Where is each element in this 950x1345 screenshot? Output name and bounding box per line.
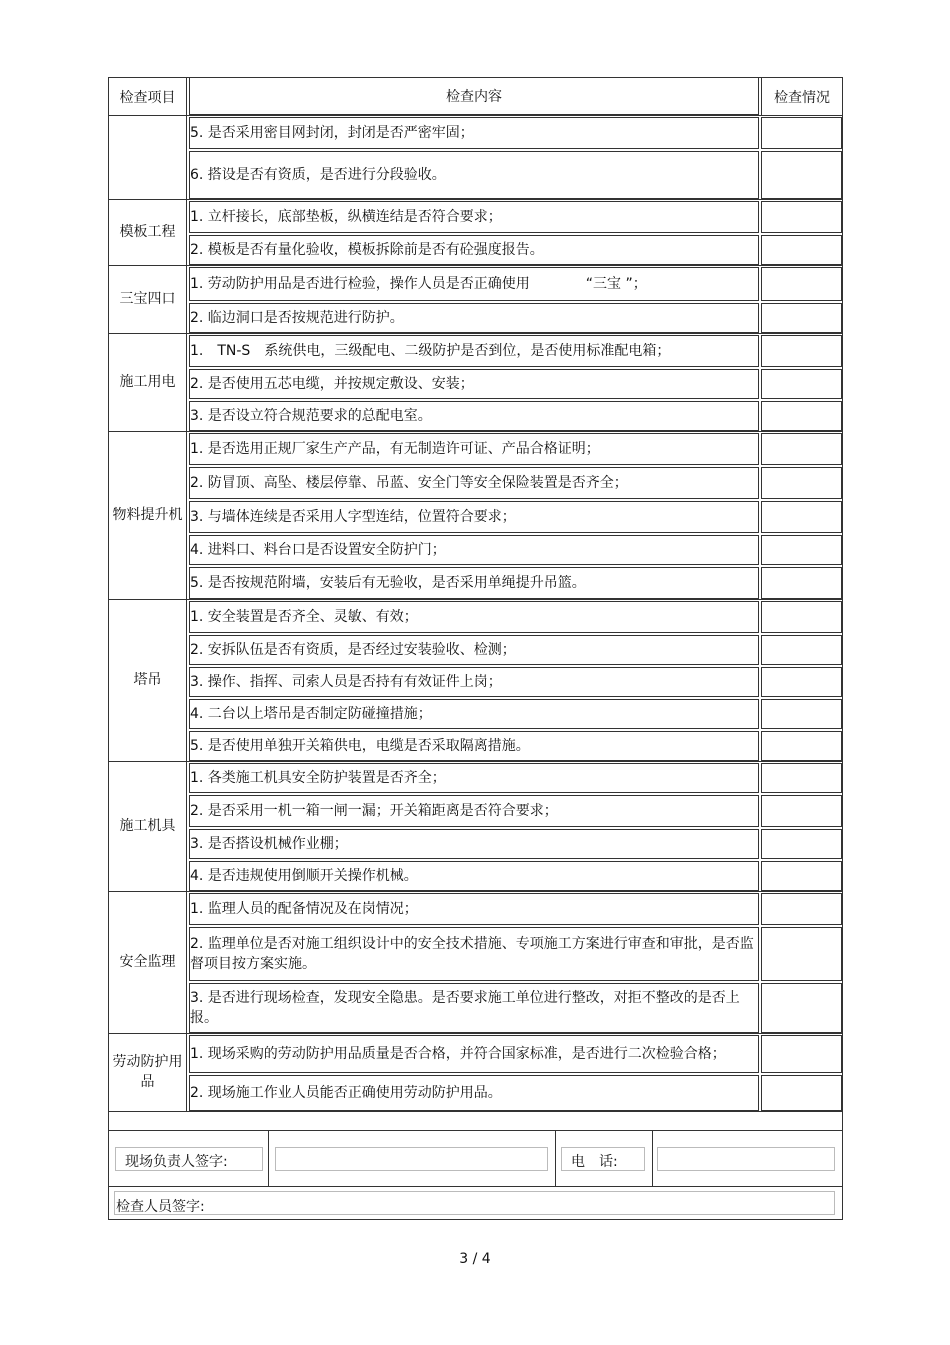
check-item-text: 1. 安全装置是否齐全、灵敏、有效； <box>190 609 418 625</box>
result-cell[interactable] <box>761 601 842 633</box>
check-item-text: 1. 是否选用正规厂家生产产品，有无制造许可证、产品合格证明； <box>190 441 600 457</box>
check-item-text: 3. 操作、指挥、司索人员是否持有有效证件上岗； <box>190 674 502 690</box>
page-number: 3 / 4 <box>459 1251 491 1267</box>
footer-divider <box>109 1130 842 1131</box>
result-cell[interactable] <box>761 335 842 367</box>
check-item-text: 1. TN-S 系统供电，三级配电、二级防护是否到位，是否使用标准配电箱； <box>190 343 671 359</box>
result-cell[interactable] <box>761 433 842 465</box>
check-item-text: 5. 是否使用单独开关箱供电，电缆是否采取隔离措施。 <box>190 738 530 754</box>
result-cell[interactable] <box>761 267 842 301</box>
check-item-text: 2. 临边洞口是否按规范进行防护。 <box>190 310 404 326</box>
check-item <box>189 861 759 891</box>
group-divider <box>109 1111 842 1112</box>
check-item <box>189 267 759 301</box>
result-cell[interactable] <box>761 983 842 1033</box>
check-item-text: 2. 是否采用一机一箱一闸一漏；开关箱距离是否符合要求； <box>190 803 558 819</box>
check-item-text: 3. 是否进行现场检查，发现安全隐患。是否要求施工单位进行整改，对拒不整改的是否上报。 <box>190 990 740 1026</box>
check-item <box>189 1075 759 1111</box>
category-cell: 劳动防护用品 <box>109 1033 187 1111</box>
check-item <box>189 235 759 265</box>
category-cell: 安全监理 <box>109 891 187 1033</box>
check-item <box>189 731 759 761</box>
check-item-text: 3. 与墙体连续是否采用人字型连结，位置符合要求； <box>190 509 516 525</box>
check-item-text: 3. 是否搭设机械作业棚； <box>190 836 348 852</box>
result-cell[interactable] <box>761 467 842 499</box>
phone-field[interactable] <box>657 1147 835 1171</box>
check-item-text: 4. 二台以上塔吊是否制定防碰撞措施； <box>190 706 432 722</box>
group-divider <box>109 431 842 432</box>
footer-separator <box>555 1130 556 1186</box>
result-cell[interactable] <box>761 763 842 793</box>
result-cell[interactable] <box>761 303 842 333</box>
result-cell[interactable] <box>761 893 842 925</box>
check-item <box>189 401 759 431</box>
footer-divider <box>109 1186 842 1187</box>
check-item-text: 2. 模板是否有量化验收，模板拆除前是否有砼强度报告。 <box>190 242 544 258</box>
check-item <box>189 635 759 665</box>
group-divider <box>109 333 842 334</box>
category-cell: 塔吊 <box>109 599 187 761</box>
inspector-label: 检查人员签字: <box>116 1199 205 1215</box>
category-cell: 三宝四口 <box>109 265 187 333</box>
check-item <box>189 983 759 1033</box>
group-divider <box>109 599 842 600</box>
result-cell[interactable] <box>761 1075 842 1111</box>
result-cell[interactable] <box>761 369 842 399</box>
header-category: 检查项目 <box>109 78 187 115</box>
check-item-text: 4. 进料口、料台口是否设置安全防护门； <box>190 542 446 558</box>
inspection-table <box>108 77 843 1220</box>
result-cell[interactable] <box>761 829 842 859</box>
check-item <box>189 1035 759 1073</box>
category-cell: 模板工程 <box>109 199 187 265</box>
result-cell[interactable] <box>761 401 842 431</box>
check-item-text: 2. 安拆队伍是否有资质，是否经过安装验收、检测； <box>190 642 516 658</box>
check-item <box>189 433 759 465</box>
check-item-text: 5. 是否按规范附墙，安装后有无验收，是否采用单绳提升吊篮。 <box>190 575 586 591</box>
check-item <box>189 467 759 499</box>
result-cell[interactable] <box>761 151 842 199</box>
footer-separator <box>268 1130 269 1186</box>
group-divider <box>109 1033 842 1034</box>
check-item <box>189 303 759 333</box>
check-item-text: 6. 搭设是否有资质，是否进行分段验收。 <box>190 167 446 183</box>
phone-label: 电 话: <box>571 1154 618 1170</box>
group-divider <box>109 761 842 762</box>
check-item-text: 2. 防冒顶、高坠、楼层停靠、吊蓝、安全门等安全保险装置是否齐全； <box>190 475 628 491</box>
site-manager-signature-field[interactable] <box>275 1147 548 1171</box>
result-cell[interactable] <box>761 635 842 665</box>
category-cell <box>109 115 187 199</box>
check-item <box>189 335 759 367</box>
check-item-text: 2. 现场施工作业人员能否正确使用劳动防护用品。 <box>190 1085 502 1101</box>
check-item-text: 4. 是否违规使用倒顺开关操作机械。 <box>190 868 418 884</box>
check-item-text: 2. 监理单位是否对施工组织设计中的安全技术措施、专项施工方案进行审查和审批，是否监督项目按方案实施。 <box>190 936 754 972</box>
check-item <box>189 151 759 199</box>
result-cell[interactable] <box>761 117 842 149</box>
check-item <box>189 893 759 925</box>
result-cell[interactable] <box>761 699 842 729</box>
header-result: 检查情况 <box>761 78 842 115</box>
result-cell[interactable] <box>761 201 842 233</box>
footer-separator <box>652 1130 653 1186</box>
result-cell[interactable] <box>761 501 842 533</box>
check-item <box>189 667 759 697</box>
result-cell[interactable] <box>761 535 842 565</box>
check-item <box>189 501 759 533</box>
header-content: 检查内容 <box>189 78 759 115</box>
check-item <box>189 829 759 859</box>
group-divider <box>109 265 842 266</box>
header-divider <box>109 115 842 116</box>
result-cell[interactable] <box>761 667 842 697</box>
result-cell[interactable] <box>761 235 842 265</box>
category-cell: 物料提升机 <box>109 431 187 599</box>
result-cell[interactable] <box>761 861 842 891</box>
site-manager-label: 现场负责人签字: <box>125 1154 228 1170</box>
check-item <box>189 763 759 793</box>
group-divider <box>109 199 842 200</box>
result-cell[interactable] <box>761 731 842 761</box>
result-cell[interactable] <box>761 927 842 981</box>
check-item-text: 1. 立杆接长，底部垫板，纵横连结是否符合要求； <box>190 209 502 225</box>
group-divider <box>109 891 842 892</box>
check-item-text: 3. 是否设立符合规范要求的总配电室。 <box>190 408 432 424</box>
check-item <box>189 927 759 981</box>
category-cell: 施工机具 <box>109 761 187 891</box>
result-cell[interactable] <box>761 567 842 599</box>
check-item-text: 1. 各类施工机具安全防护装置是否齐全； <box>190 770 446 786</box>
check-item-text: 1. 劳动防护用品是否进行检验，操作人员是否正确使用 “三宝 ”； <box>190 276 647 292</box>
check-item-text: 2. 是否使用五芯电缆，并按规定敷设、安装； <box>190 376 474 392</box>
check-item <box>189 535 759 565</box>
check-item <box>189 201 759 233</box>
check-item <box>189 117 759 149</box>
check-item <box>189 795 759 827</box>
result-cell[interactable] <box>761 795 842 827</box>
inspector-signature-field[interactable] <box>114 1191 835 1215</box>
check-item <box>189 369 759 399</box>
check-item <box>189 699 759 729</box>
check-item-text: 5. 是否采用密目网封闭，封闭是否严密牢固； <box>190 125 474 141</box>
category-cell: 施工用电 <box>109 333 187 431</box>
check-item-text: 1. 现场采购的劳动防护用品质量是否合格，并符合国家标准，是否进行二次检验合格； <box>190 1046 726 1062</box>
check-item <box>189 601 759 633</box>
check-item-text: 1. 监理人员的配备情况及在岗情况； <box>190 901 418 917</box>
result-cell[interactable] <box>761 1035 842 1073</box>
check-item <box>189 567 759 599</box>
